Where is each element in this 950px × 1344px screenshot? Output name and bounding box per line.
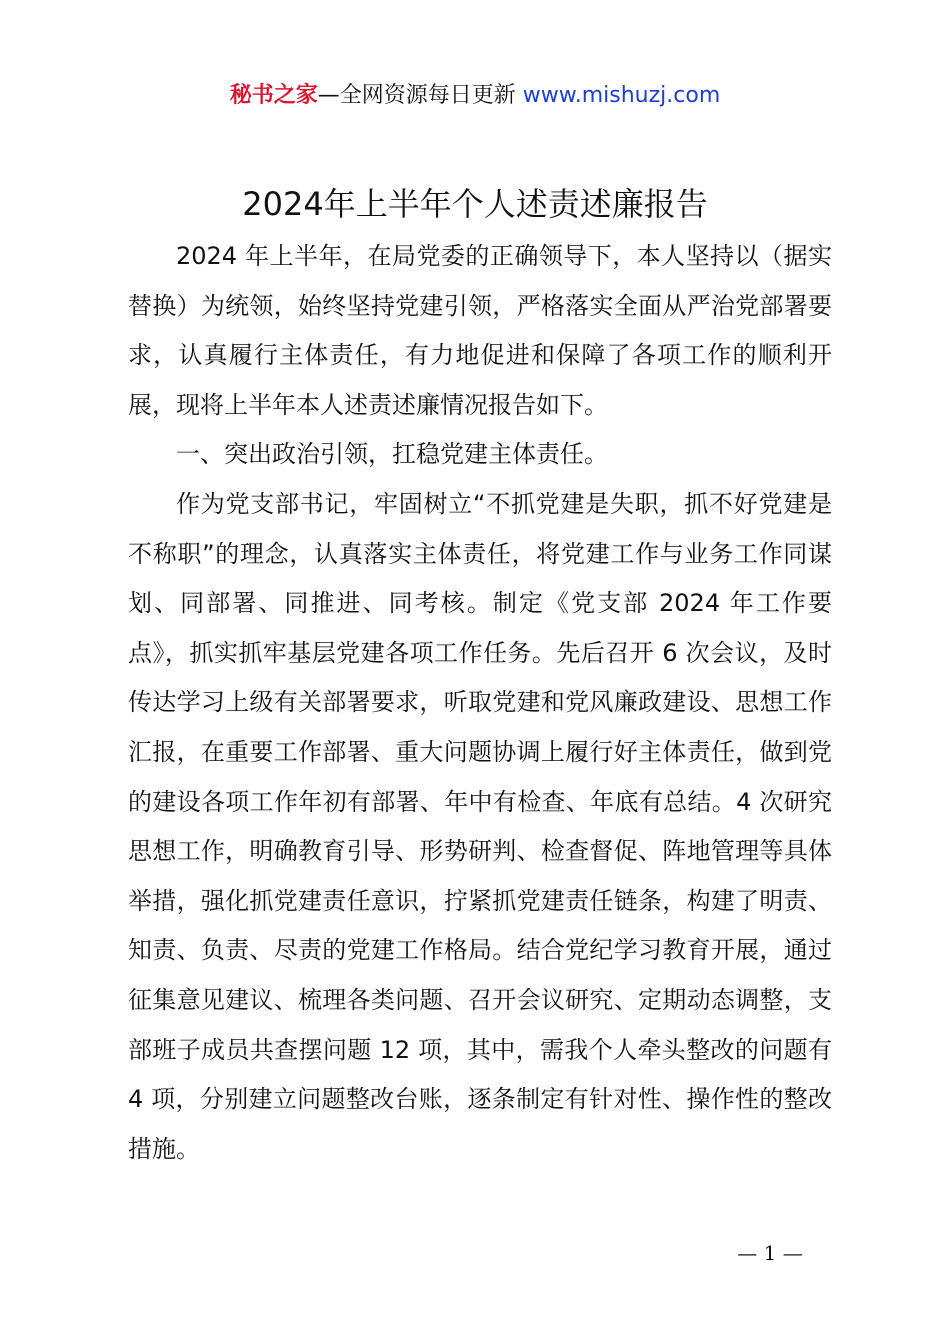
section-heading: 一、突出政治引领，扛稳党建主体责任。 [176, 440, 608, 469]
site-url-link[interactable]: www.mishuzj.com [522, 83, 721, 108]
section-paragraph: 作为党支部书记，牢固树立“不抓党建是失职，抓不好党建是不称职”的理念，认真落实主体责任，将党建工作与业务工作同谋划、同部署、同推进、同考核。制定《党支部 2024 年工作要点》，抓实抓牢基层党建各项工作任务。先后召开 6 次会议，及时传达学习上级有关部署要求，听取党建和党风廉政建设、思想工作汇报，在重要工作部署、重大问题协调上履行好主体责任，做到党的建设各项工作年初有部署、年中有检查、年底有总结。4 次研究思想工作，明确教育引导、形势研判、检查督促、阵地管理等具体举措，强化抓党建责任意识，拧紧抓党建责任链条，构建了明责、知责、负责、尽责的党建工作格局。结合党纪学习教育开展，通过征集意见建议、梳理各类问题、召开会议研究、定期动态调整，支部班子成员共查摆问题 12 项，其中，需我个人牵头整改的问题有 4 项，分别建立问题整改台账，逐条制定有针对性、操作性的整改措施。 [128, 489, 832, 1163]
header-tagline: —全网资源每日更新 [317, 83, 516, 108]
intro-paragraph: 2024 年上半年，在局党委的正确领导下，本人坚持以（据实替换）为统领，始终坚持党建引领，严格落实全面从严治党部署要求，认真履行主体责任，有力地促进和保障了各项工作的顺利开展，现将上半年本人述责述廉情况报告如下。 [128, 242, 832, 419]
brand-name: 秘书之家 [229, 83, 318, 108]
page-number: — 1 — [737, 1241, 803, 1265]
document-body [128, 232, 832, 1174]
site-header [0, 78, 950, 114]
document-title: 2024年上半年个人述责述廉报告 [242, 185, 708, 223]
